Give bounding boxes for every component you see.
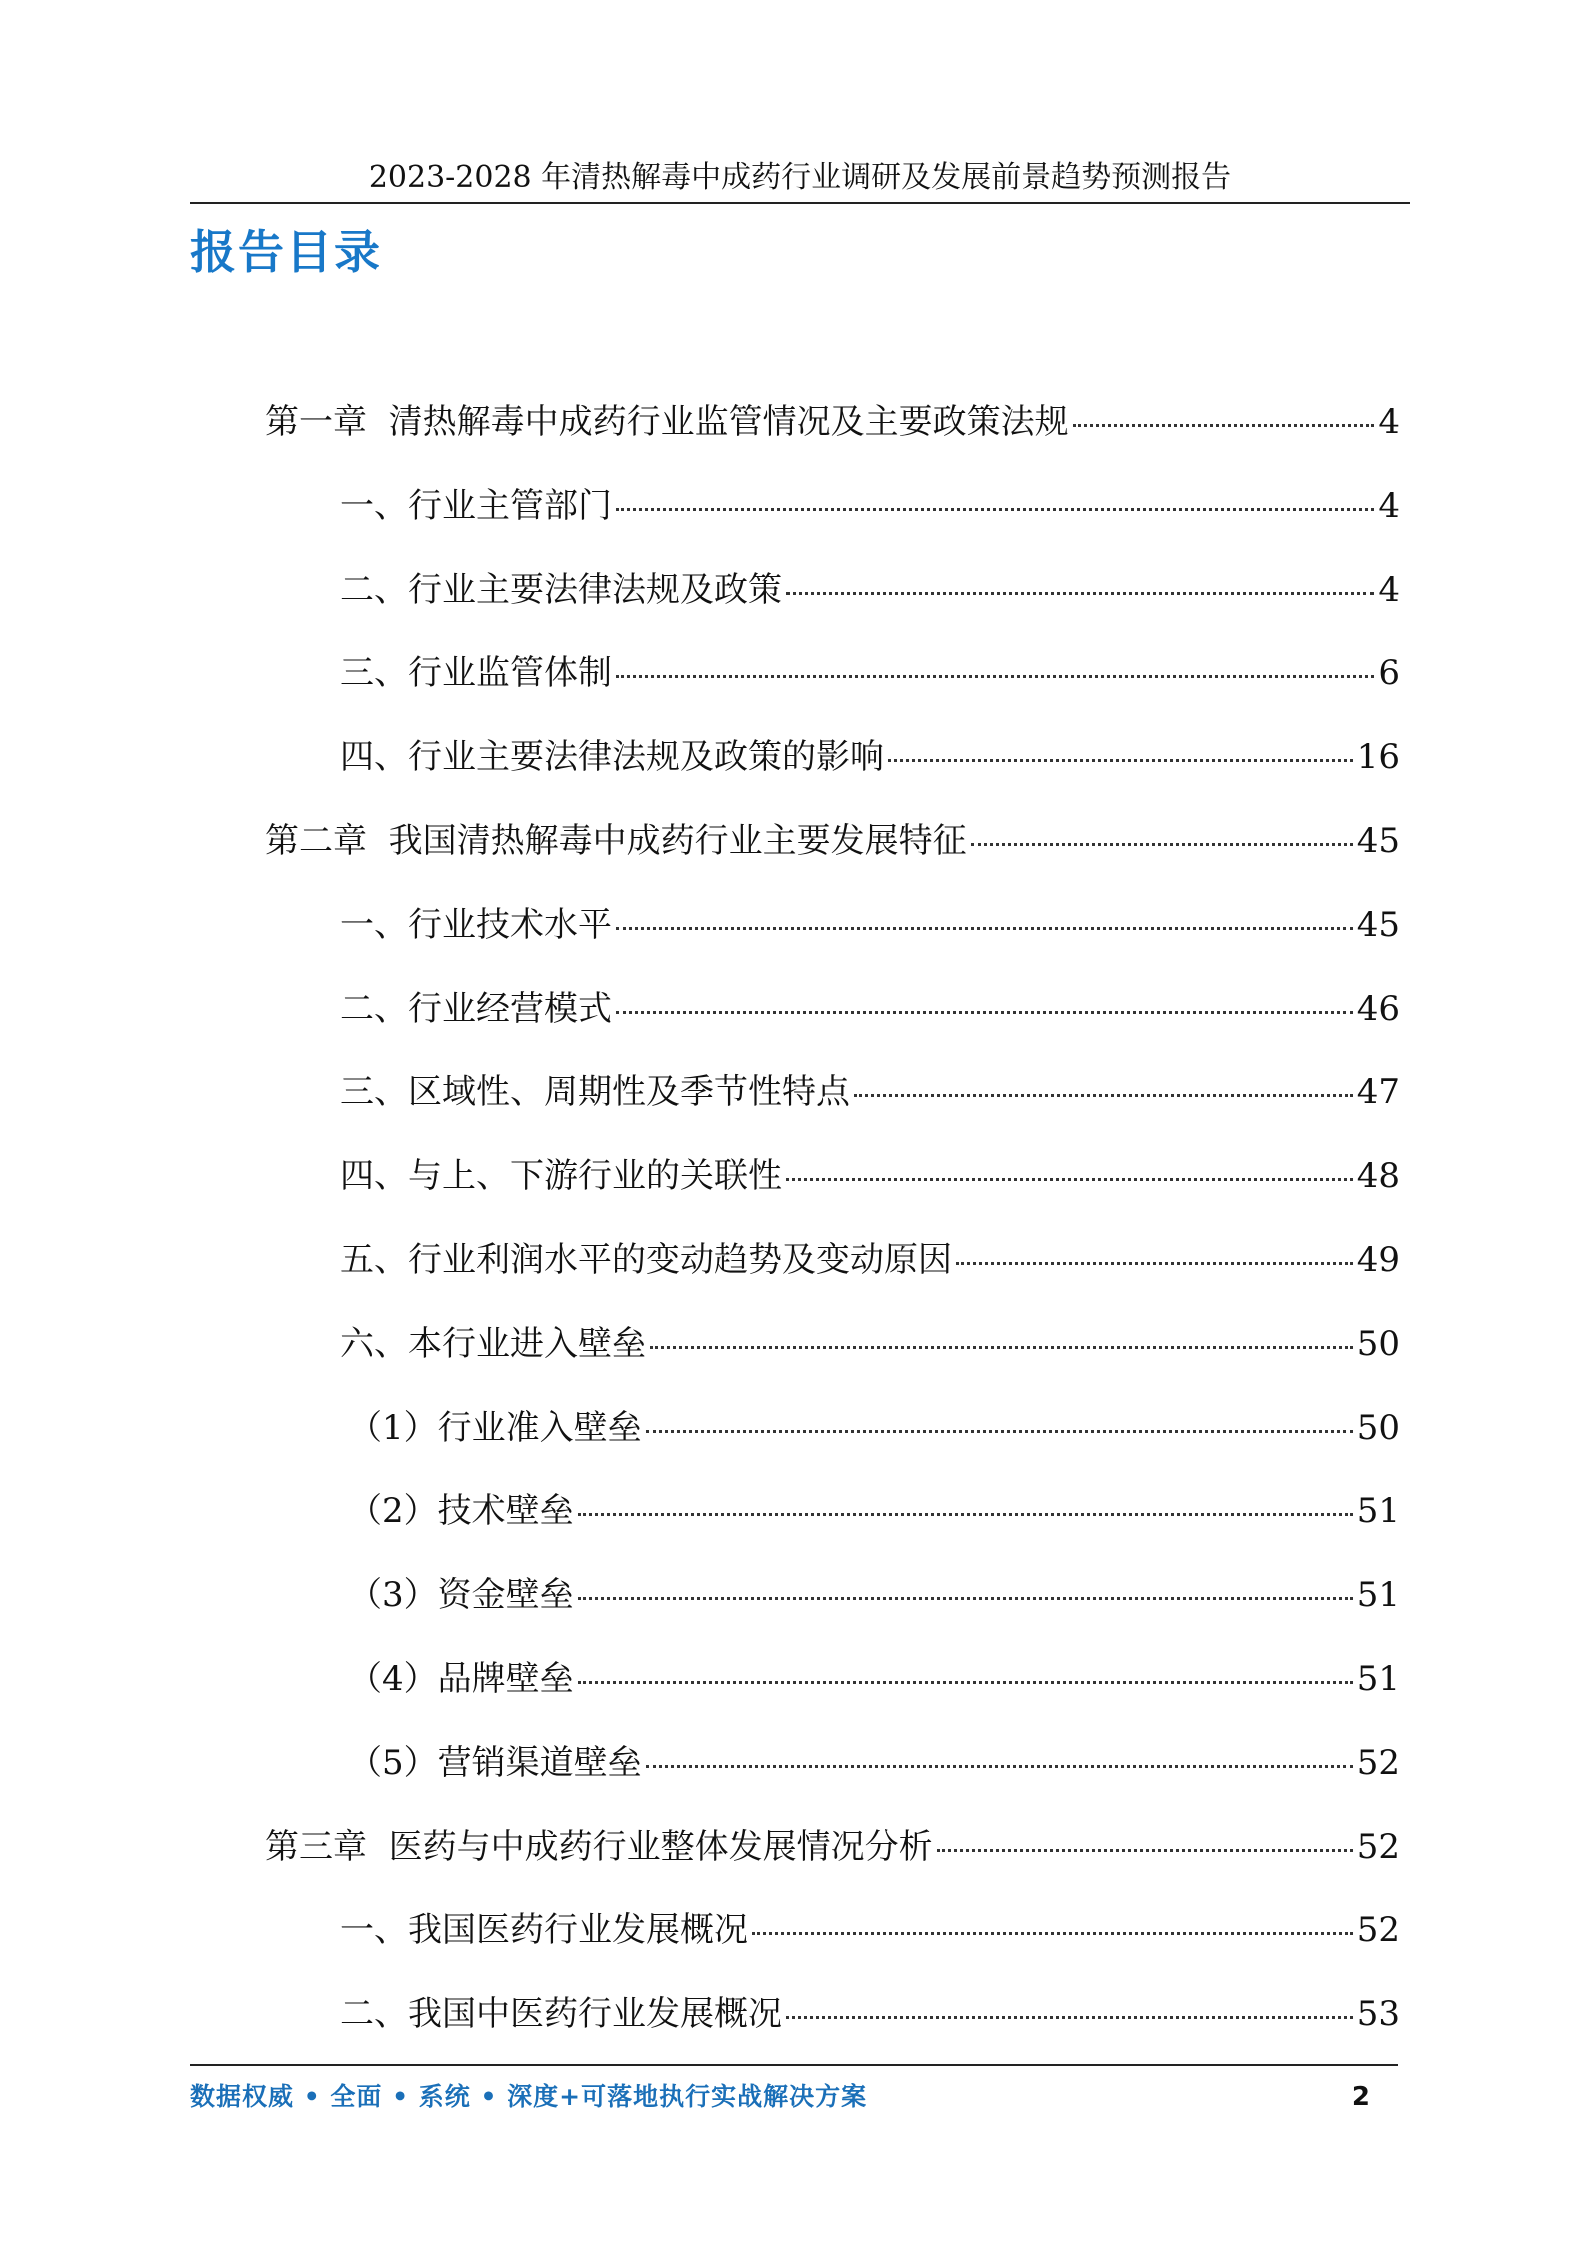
toc-entry-text: （1）行业准入壁垒 (348, 1408, 642, 1448)
toc-entry[interactable] (340, 479, 1400, 533)
footer-divider (190, 2064, 1398, 2066)
header-divider (190, 202, 1410, 204)
toc-entry-text: （5）营销渠道壁垒 (348, 1743, 642, 1783)
toc-entry-text: （2）技术壁垒 (348, 1491, 574, 1531)
toc-dot-leader (578, 1681, 1353, 1684)
toc-entry-text: 一、我国医药行业发展概况 (340, 1910, 748, 1950)
toc-entry-text: 六、本行业进入壁垒 (340, 1324, 646, 1364)
toc-dot-leader (786, 592, 1374, 595)
toc-dot-leader (971, 843, 1353, 846)
toc-entry-page: 16 (1356, 737, 1400, 777)
toc-entry[interactable] (340, 1233, 1400, 1287)
toc-entry[interactable] (348, 1484, 1400, 1538)
toc-dot-leader (854, 1094, 1353, 1097)
toc-entry-text: 第一章 清热解毒中成药行业监管情况及主要政策法规 (265, 402, 1069, 442)
toc-entry-page: 45 (1356, 821, 1400, 861)
toc-entry-text: 四、行业主要法律法规及政策的影响 (340, 737, 884, 777)
toc-entry[interactable] (340, 1317, 1400, 1371)
toc-dot-leader (646, 1765, 1353, 1768)
toc-entry[interactable] (348, 1652, 1400, 1706)
toc-entry-text: 二、行业主要法律法规及政策 (340, 570, 782, 610)
toc-entry-text: 五、行业利润水平的变动趋势及变动原因 (340, 1240, 952, 1280)
toc-entry[interactable] (348, 1401, 1400, 1455)
toc-dot-leader (786, 1178, 1353, 1181)
toc-entry-page: 50 (1356, 1324, 1400, 1364)
toc-entry[interactable] (340, 982, 1400, 1036)
toc-entry-text: 四、与上、下游行业的关联性 (340, 1156, 782, 1196)
toc-entry-page: 51 (1356, 1575, 1400, 1615)
toc-entry-text: 一、行业主管部门 (340, 486, 612, 526)
toc-entry-page: 51 (1356, 1659, 1400, 1699)
toc-dot-leader (616, 927, 1353, 930)
toc-entry-text: 三、区域性、周期性及季节性特点 (340, 1072, 850, 1112)
toc-entry[interactable] (340, 646, 1400, 700)
toc-dot-leader (578, 1513, 1353, 1516)
toc-entry-page: 51 (1356, 1491, 1400, 1531)
toc-dot-leader (1073, 424, 1375, 427)
toc-entry[interactable] (340, 1149, 1400, 1203)
toc-dot-leader (616, 508, 1374, 511)
toc-entry-page: 52 (1356, 1827, 1400, 1867)
toc-entry-page: 4 (1378, 570, 1400, 610)
toc-entry-page: 52 (1356, 1910, 1400, 1950)
toc-entry[interactable] (348, 1568, 1400, 1622)
toc-dot-leader (616, 1011, 1353, 1014)
toc-entry-page: 48 (1356, 1156, 1400, 1196)
toc-entry[interactable] (340, 1065, 1400, 1119)
toc-entry[interactable] (340, 563, 1400, 617)
toc-entry[interactable] (348, 1736, 1400, 1790)
toc-entry-page: 52 (1356, 1743, 1400, 1783)
toc-entry-page: 45 (1356, 905, 1400, 945)
toc-entry[interactable] (340, 1903, 1400, 1957)
toc-entry-text: （3）资金壁垒 (348, 1575, 574, 1615)
toc-entry-text: （4）品牌壁垒 (348, 1659, 574, 1699)
toc-entry[interactable] (265, 1820, 1400, 1874)
toc-entry-page: 6 (1378, 653, 1400, 693)
toc-entry-page: 46 (1356, 989, 1400, 1029)
toc-entry-text: 一、行业技术水平 (340, 905, 612, 945)
toc-entry-page: 50 (1356, 1408, 1400, 1448)
toc-entry[interactable] (340, 898, 1400, 952)
toc-entry-page: 47 (1356, 1072, 1400, 1112)
toc-entry[interactable] (340, 1987, 1400, 2041)
toc-dot-leader (888, 759, 1353, 762)
page-header: 2023-2028 年清热解毒中成药行业调研及发展前景趋势预测报告 (368, 160, 1232, 195)
toc-entry-text: 三、行业监管体制 (340, 653, 612, 693)
toc-dot-leader (646, 1430, 1353, 1433)
toc-dot-leader (650, 1346, 1353, 1349)
toc-entry[interactable] (265, 395, 1400, 449)
toc-entry-page: 53 (1356, 1994, 1400, 2034)
toc-entry-page: 4 (1378, 486, 1400, 526)
toc-entry-text: 第二章 我国清热解毒中成药行业主要发展特征 (265, 821, 967, 861)
toc-entry-text: 第三章 医药与中成药行业整体发展情况分析 (265, 1827, 933, 1867)
toc-entry[interactable] (340, 730, 1400, 784)
toc-entry-text: 二、我国中医药行业发展概况 (340, 1994, 782, 2034)
toc-dot-leader (786, 2016, 1353, 2019)
footer-tagline: 数据权威 • 全面 • 系统 • 深度+可落地执行实战解决方案 (190, 2082, 868, 2111)
toc-dot-leader (956, 1262, 1353, 1265)
toc-dot-leader (937, 1849, 1353, 1852)
toc-dot-leader (752, 1932, 1353, 1935)
toc-entry[interactable] (265, 814, 1400, 868)
toc-title: 报告目录 (190, 225, 382, 279)
toc-entry-page: 4 (1378, 402, 1400, 442)
toc-dot-leader (578, 1597, 1353, 1600)
toc-dot-leader (616, 675, 1374, 678)
footer-page-number: 2 (1351, 2082, 1370, 2112)
toc-entry-page: 49 (1356, 1240, 1400, 1280)
toc-entry-text: 二、行业经营模式 (340, 989, 612, 1029)
